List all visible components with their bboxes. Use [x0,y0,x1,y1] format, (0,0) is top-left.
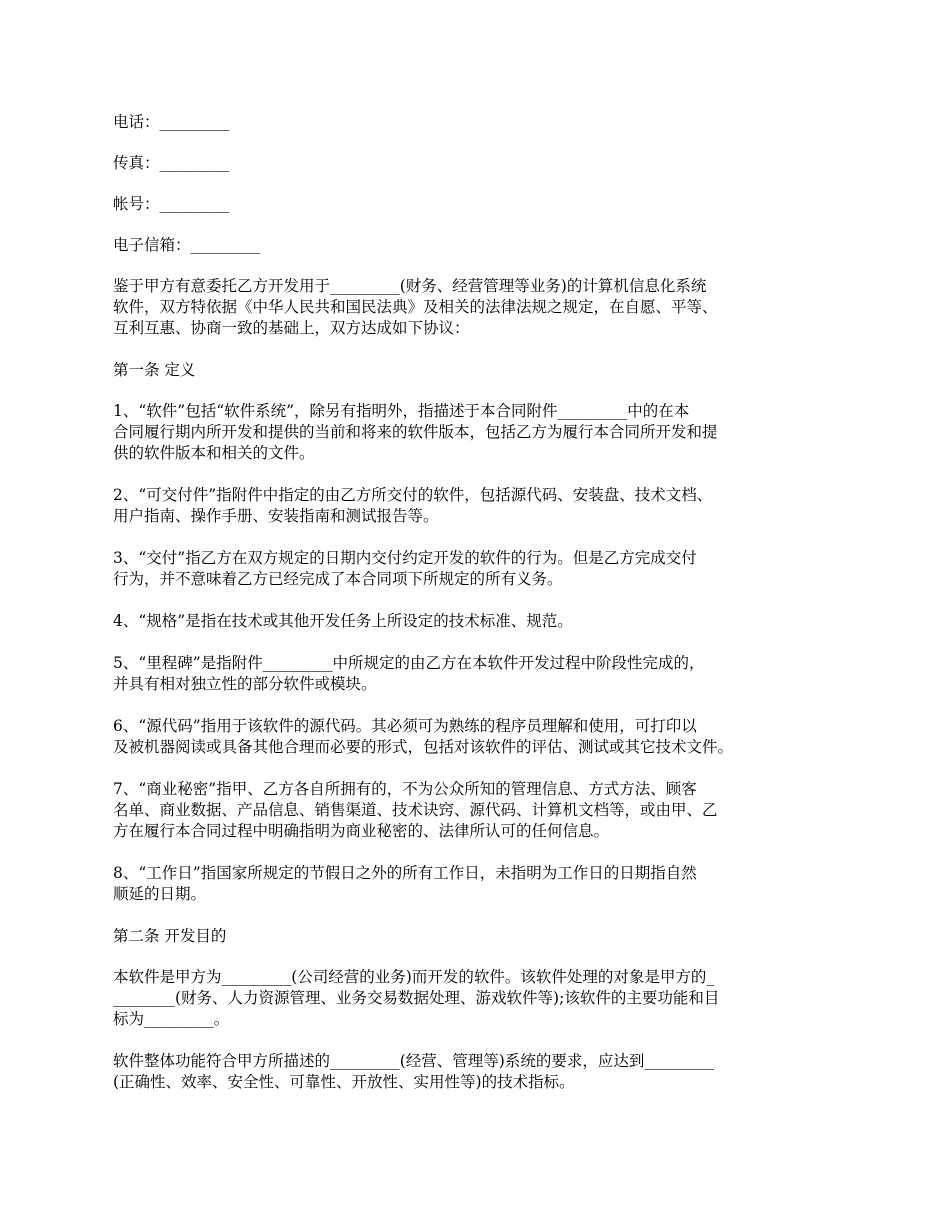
phone-blank: _________ [159,113,230,131]
phone-label: 电话： [113,113,160,131]
definition-item-3: 3、“交付”指乙方在双方规定的日期内交付约定开发的软件的行为。但是乙方完成交付 行为，并不意味着乙方已经完成了本合同项下所规定的所有义务。 [113,549,697,588]
email-blank: _________ [190,236,261,254]
definition-item-6: 6、“源代码”指用于该软件的源代码。其必须可为熟练的程序员理解和使用，可打印以 及被机器阅读或具备其他合理而必要的形式，包括对该软件的评估、测试或其它技术文件。 [113,717,734,756]
article-2-heading: 第二条 开发目的 [113,927,227,945]
definition-item-4: 4、“规格”是指在技术或其他开发任务上所设定的技术标准、规范。 [113,612,573,630]
definition-item-7: 7、“商业秘密”指甲、乙方各自所拥有的，不为公众所知的管理信息、方式方法、顾客 名单、商业数据、产品信息、销售渠道、技术诀窍、源代码、计算机文档等，或由甲、乙 方在履行本合同过程中明确指明为商业秘密的、法律所认可的任何信息。 [113,780,718,840]
email-label: 电子信箱： [113,236,191,254]
definition-item-5: 5、“里程碑”是指附件_________中所规定的由乙方在本软件开发过程中阶段性完成的， 并具有相对独立性的部分软件或模块。 [113,654,705,693]
definition-item-1: 1、“软件”包括“软件系统”，除另有指明外，指描述于本合同附件_________中的在本 合同履行期内所开发和提供的当前和将来的软件版本，包括乙方为履行本合同所开发和提 供的软件版本和相关的文件。 [113,402,718,462]
account-label: 帐号： [113,195,160,213]
purpose-paragraph-1: 本软件是甲方为_________(公司经营的业务)而开发的软件。该软件处理的对象是甲方的_ ________(财务、人力资源管理、业务交易数据处理、游戏软件等);该软件的主要功能和目 标为_________。 [113,968,720,1028]
fax-blank: _________ [159,154,230,172]
email-field [113,235,890,256]
purpose-paragraph-2: 软件整体功能符合甲方所描述的_________(经营、管理等)系统的要求，应达到_________ (正确性、效率、安全性、可靠性、开放性、实用性等)的技术指标。 [113,1052,715,1091]
article-1-heading: 第一条 定义 [113,361,196,379]
phone-field [113,112,890,133]
definition-item-2: 2、“可交付件”指附件中指定的由乙方所交付的软件，包括源代码、安装盘、技术文档、 用户指南、操作手册、安装指南和测试报告等。 [113,486,713,525]
preamble-paragraph: 鉴于甲方有意委托乙方开发用于_________(财务、经营管理等业务)的计算机信息化系统 软件，双方特依据《中华人民共和国民法典》及相关的法律法规之规定，在自愿、平等、 互利互惠、协商一致的基础上，双方达成如下协议： [113,277,718,337]
fax-field [113,153,890,174]
fax-label: 传真： [113,154,160,172]
definition-item-8: 8、“工作日”指国家所规定的节假日之外的所有工作日，未指明为工作日的日期指自然 顺延的日期。 [113,864,697,903]
account-blank: _________ [159,195,230,213]
account-field [113,194,890,215]
